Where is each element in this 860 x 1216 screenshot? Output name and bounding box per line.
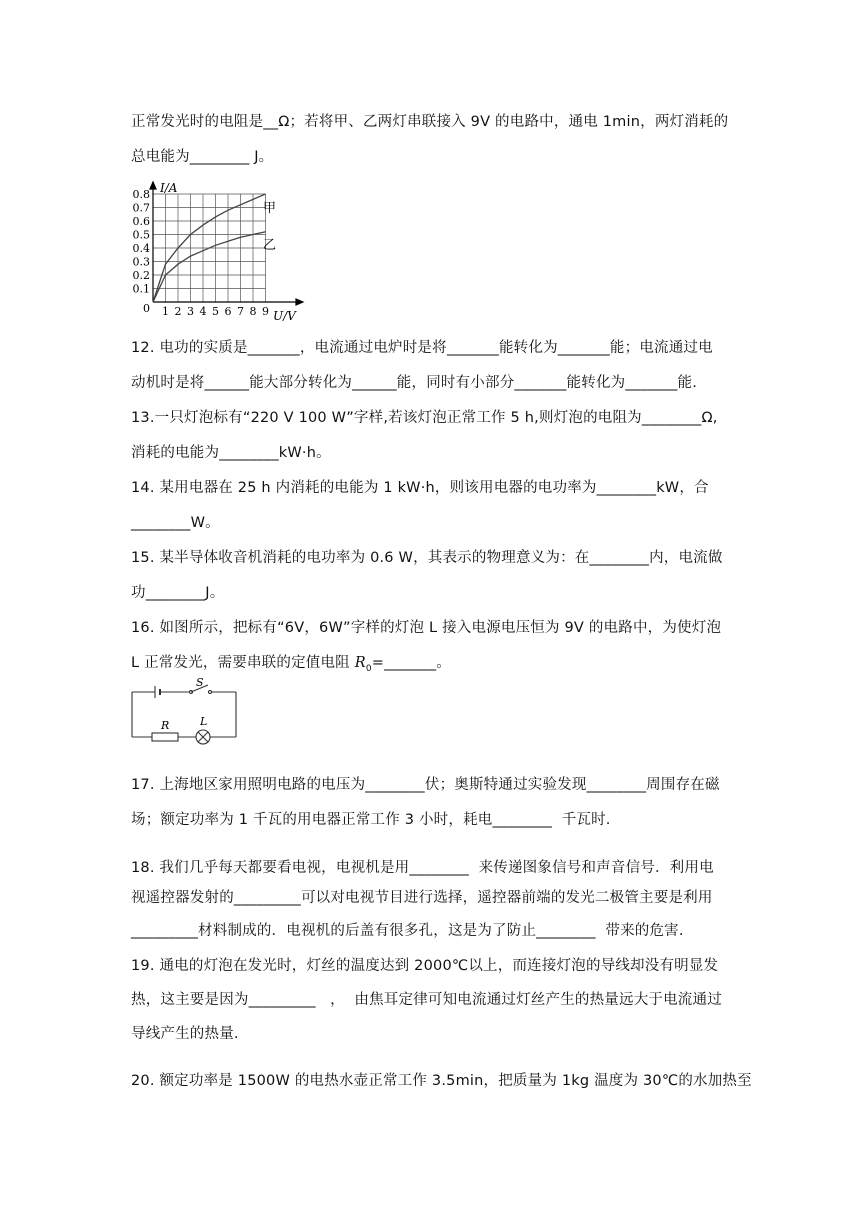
resistor-body (152, 733, 178, 741)
r0-symbol: R (354, 655, 366, 671)
y-axis-arrow (150, 182, 156, 189)
curve-yi-label: 乙 (263, 238, 277, 253)
y-tick-label: 0.2 (132, 269, 150, 282)
x-tick-label: 2 (174, 305, 182, 318)
q18-line-2: 视遥控器发射的_________可以对电视节目进行选择，遥控器前端的发光二极管主要是利用 (131, 890, 713, 906)
q11-line-2: 总电能为________ J。 (131, 149, 274, 165)
circuit-diagram (128, 676, 240, 746)
q18-line-3: _________材料制成的．电视机的后盖有很多孔，这是为了防止________ 带来的危害. (131, 923, 684, 939)
x-tick-label: 4 (199, 305, 207, 318)
y-tick-label: 0.3 (132, 255, 150, 269)
curve-yi (153, 232, 266, 302)
x-axis-label: U/V (273, 309, 296, 323)
q19-line-1: 19. 通电的灯泡在发光时，灯丝的温度达到 2000℃以上，而连接灯泡的导线却没有明显发 (131, 958, 719, 974)
x-tick-label: 3 (187, 305, 194, 318)
q17-line-2: 场；额定功率为 1 千瓦的用电器正常工作 3 小时，耗电________ 千瓦时. (131, 812, 611, 828)
y-tick-label: 0.5 (132, 228, 150, 242)
y-tick-label: 0.4 (132, 242, 150, 255)
x-tick-label: 7 (237, 305, 244, 318)
origin-label: 0 (143, 302, 150, 315)
x-tick-label: 9 (262, 305, 269, 318)
q16-line-2 (131, 653, 451, 679)
curve-jia-label: 甲 (263, 201, 277, 216)
resistor-label: R (161, 719, 170, 732)
q16-line-2-post: =_______。 (371, 655, 451, 671)
x-tick-label: 6 (224, 305, 232, 318)
y-axis-label: I/A (160, 181, 178, 195)
q19-line-2: 热，这主要是因为_________ ， 由焦耳定律可知电流通过灯丝产生的热量远大于电流通过 (131, 992, 722, 1008)
q20-line-1: 20. 额定功率是 1500W 的电热水壶正常工作 3.5min，把质量为 1kg 温度为 30℃的水加热至 (131, 1073, 752, 1089)
q16-line-1: 16. 如图所示，把标有“6V，6W”字样的灯泡 L 接入电源电压恒为 9V 的电路中，为使灯泡 (131, 620, 722, 636)
graph-axes (150, 182, 303, 305)
lamp-label: L (200, 715, 208, 728)
y-tick-label: 0.6 (132, 215, 150, 228)
q15-line-2: 功________J。 (131, 585, 225, 601)
q15-line-1: 15. 某半导体收音机消耗的电功率为 0.6 W，其表示的物理意义为：在________内，电流做 (131, 550, 723, 566)
q12-line-1: 12. 电功的实质是_______，电流通过电炉时是将_______能转化为_______能；电流通过电 (131, 340, 713, 356)
x-tick-label: 1 (162, 305, 169, 318)
x-tick-label: 8 (249, 305, 257, 318)
y-tick-label: 0.7 (132, 201, 150, 215)
q13-line-1: 13.一只灯泡标有“220 V 100 W”字样,若该灯泡正常工作 5 h,则灯泡的电阻为________Ω, (131, 410, 718, 426)
q18-line-1: 18. 我们几乎每天都要看电视，电视机是用________ 来传递图象信号和声音信号．利用电 (131, 860, 714, 876)
iu-graph (125, 178, 315, 324)
q14-line-2: ________W。 (131, 515, 220, 531)
q16-line-2-pre: L 正常发光，需要串联的定值电阻 (131, 655, 355, 671)
x-tick-label: 5 (212, 305, 219, 318)
q14-line-1: 14. 某用电器在 25 h 内消耗的电能为 1 kW·h，则该用电器的电功率为________kW，合 (131, 480, 709, 496)
y-tick-label: 0.1 (132, 282, 150, 296)
q19-line-3: 导线产生的热量. (131, 1026, 239, 1042)
y-tick-label: 0.8 (132, 188, 150, 201)
switch-label: S (196, 676, 204, 689)
r0-subscript: 0 (365, 663, 372, 674)
q12-line-2: 动机时是将______能大部分转化为______能，同时有小部分_______能转化为_______能. (131, 375, 698, 391)
x-axis-arrow (296, 299, 303, 305)
q17-line-1: 17. 上海地区家用照明电路的电压为________伏；奥斯特通过实验发现________周围存在磁 (131, 777, 720, 793)
q13-line-2: 消耗的电能为________kW·h。 (131, 445, 331, 461)
q11-line-1: 正常发光时的电阻是__Ω；若将甲、乙两灯串联接入 9V 的电路中，通电 1min，两灯消耗的 (131, 114, 729, 130)
